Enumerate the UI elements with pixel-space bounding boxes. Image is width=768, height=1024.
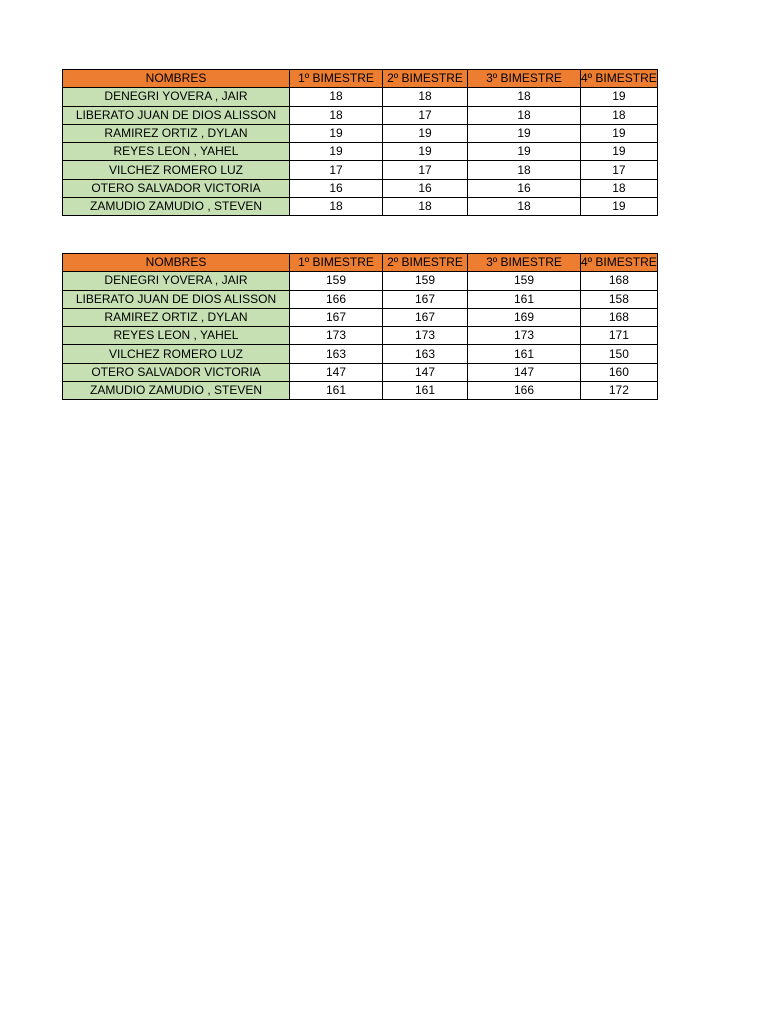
table-row (63, 382, 658, 400)
grade-cell[interactable]: 19 (468, 124, 581, 142)
table-row (63, 363, 658, 381)
score-cell[interactable]: 147 (290, 363, 383, 381)
score-cell[interactable]: 167 (383, 290, 468, 308)
student-name-cell[interactable]: ZAMUDIO ZAMUDIO , STEVEN (63, 382, 290, 400)
grade-cell[interactable]: 17 (581, 161, 658, 179)
grade-cell[interactable]: 17 (290, 161, 383, 179)
score-cell[interactable]: 159 (383, 272, 468, 290)
grade-cell[interactable]: 18 (383, 198, 468, 216)
table-row (63, 161, 658, 179)
student-name-cell[interactable]: REYES LEON , YAHEL (63, 143, 290, 161)
student-name-cell[interactable]: OTERO SALVADOR VICTORIA (63, 179, 290, 197)
score-cell[interactable]: 169 (468, 308, 581, 326)
student-name-cell[interactable]: ZAMUDIO ZAMUDIO , STEVEN (63, 198, 290, 216)
student-name-cell[interactable]: DENEGRI YOVERA , JAIR (63, 272, 290, 290)
score-cell[interactable]: 168 (581, 308, 658, 326)
score-cell[interactable]: 171 (581, 327, 658, 345)
header-bimestre-3[interactable]: 3º BIMESTRE (468, 70, 581, 88)
score-cell[interactable]: 173 (290, 327, 383, 345)
grade-cell[interactable]: 18 (290, 106, 383, 124)
student-name-cell[interactable]: RAMIREZ ORTIZ , DYLAN (63, 124, 290, 142)
header-row (63, 254, 658, 272)
grade-cell[interactable]: 16 (290, 179, 383, 197)
score-cell[interactable]: 147 (383, 363, 468, 381)
grade-cell[interactable]: 19 (383, 143, 468, 161)
grade-cell[interactable]: 19 (290, 143, 383, 161)
table-row (63, 88, 658, 106)
grade-cell[interactable]: 18 (290, 198, 383, 216)
score-cell[interactable]: 168 (581, 272, 658, 290)
score-cell[interactable]: 163 (290, 345, 383, 363)
student-name-cell[interactable]: VILCHEZ ROMERO LUZ (63, 161, 290, 179)
header-bimestre-2[interactable]: 2º BIMESTRE (383, 254, 468, 272)
student-name-cell[interactable]: RAMIREZ ORTIZ , DYLAN (63, 308, 290, 326)
score-cell[interactable]: 159 (290, 272, 383, 290)
grade-cell[interactable]: 18 (383, 88, 468, 106)
score-cell[interactable]: 167 (383, 308, 468, 326)
score-cell[interactable]: 173 (383, 327, 468, 345)
score-cell[interactable]: 161 (468, 290, 581, 308)
score-cell[interactable]: 167 (290, 308, 383, 326)
score-cell[interactable]: 147 (468, 363, 581, 381)
score-cell[interactable]: 166 (468, 382, 581, 400)
student-name-cell[interactable]: VILCHEZ ROMERO LUZ (63, 345, 290, 363)
score-cell[interactable]: 161 (290, 382, 383, 400)
score-cell[interactable]: 158 (581, 290, 658, 308)
table-row (63, 308, 658, 326)
score-cell[interactable]: 160 (581, 363, 658, 381)
grade-cell[interactable]: 16 (383, 179, 468, 197)
header-bimestre-2[interactable]: 2º BIMESTRE (383, 70, 468, 88)
grade-cell[interactable]: 18 (468, 198, 581, 216)
header-bimestre-1[interactable]: 1º BIMESTRE (290, 70, 383, 88)
student-name-cell[interactable]: REYES LEON , YAHEL (63, 327, 290, 345)
grade-cell[interactable]: 19 (468, 143, 581, 161)
student-name-cell[interactable]: DENEGRI YOVERA , JAIR (63, 88, 290, 106)
grade-cell[interactable]: 18 (468, 106, 581, 124)
grade-cell[interactable]: 18 (581, 179, 658, 197)
table-row (63, 124, 658, 142)
score-cell[interactable]: 159 (468, 272, 581, 290)
grade-cell[interactable]: 16 (468, 179, 581, 197)
grade-cell[interactable]: 19 (581, 198, 658, 216)
header-row (63, 70, 658, 88)
grade-cell[interactable]: 19 (581, 88, 658, 106)
score-cell[interactable]: 166 (290, 290, 383, 308)
table-row (63, 106, 658, 124)
grade-cell[interactable]: 18 (468, 161, 581, 179)
grade-cell[interactable]: 18 (468, 88, 581, 106)
table-row (63, 198, 658, 216)
header-bimestre-3[interactable]: 3º BIMESTRE (468, 254, 581, 272)
header-names[interactable]: NOMBRES (63, 70, 290, 88)
score-cell[interactable]: 163 (383, 345, 468, 363)
table-row (63, 345, 658, 363)
student-name-cell[interactable]: LIBERATO JUAN DE DIOS ALISSON (63, 106, 290, 124)
score-cell[interactable]: 161 (383, 382, 468, 400)
table-row (63, 143, 658, 161)
table-row (63, 290, 658, 308)
student-name-cell[interactable]: OTERO SALVADOR VICTORIA (63, 363, 290, 381)
grade-cell[interactable]: 17 (383, 106, 468, 124)
table-row (63, 179, 658, 197)
grade-cell[interactable]: 18 (290, 88, 383, 106)
student-name-cell[interactable]: LIBERATO JUAN DE DIOS ALISSON (63, 290, 290, 308)
header-bimestre-4[interactable]: 4º BIMESTRE (581, 254, 658, 272)
header-bimestre-1[interactable]: 1º BIMESTRE (290, 254, 383, 272)
score-cell[interactable]: 161 (468, 345, 581, 363)
score-cell[interactable]: 150 (581, 345, 658, 363)
header-names[interactable]: NOMBRES (63, 254, 290, 272)
grade-cell[interactable]: 19 (581, 124, 658, 142)
grades-table-2 (62, 253, 658, 400)
grades-table-1 (62, 69, 658, 216)
grade-cell[interactable]: 19 (581, 143, 658, 161)
grade-cell[interactable]: 19 (383, 124, 468, 142)
header-bimestre-4[interactable]: 4º BIMESTRE (581, 70, 658, 88)
grade-cell[interactable]: 19 (290, 124, 383, 142)
score-cell[interactable]: 172 (581, 382, 658, 400)
score-cell[interactable]: 173 (468, 327, 581, 345)
grade-cell[interactable]: 17 (383, 161, 468, 179)
table-row (63, 272, 658, 290)
table-row (63, 327, 658, 345)
grade-cell[interactable]: 18 (581, 106, 658, 124)
